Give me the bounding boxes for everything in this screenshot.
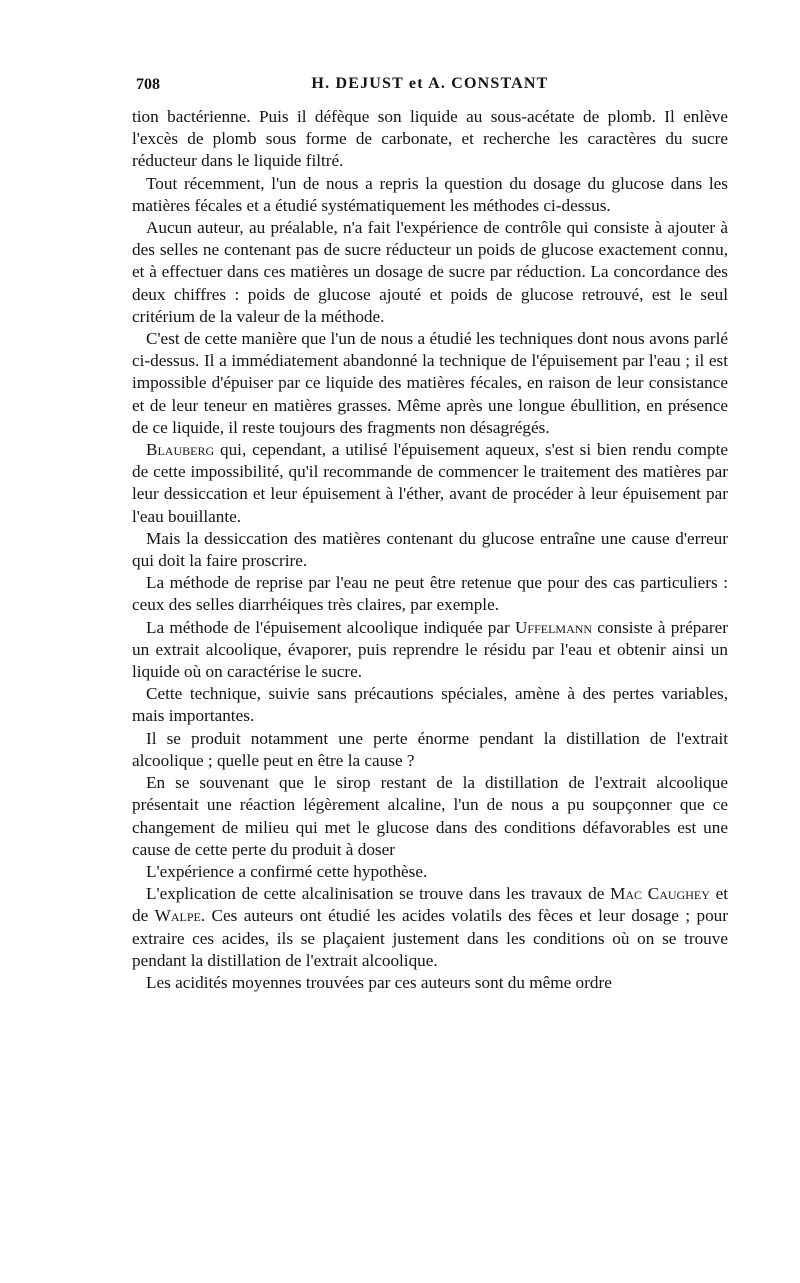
paragraph-text: qui, cependant, a utilisé l'épuisement aqueux, s'est si bien rendu compte de cette impossibilité, qu'il recommande de commencer le traitement des matières par leur dessiccation et leur épuisement à l'éther, avant de procéder à leur épuisement par l'eau bouillante. (132, 440, 728, 526)
page-number: 708 (136, 76, 160, 93)
author-name: Walpe (154, 906, 201, 926)
paragraph: En se souvenant que le sirop restant de la distillation de l'extrait alcoolique présentait une réaction légèrement alcaline, l'un de nous a pu soupçonner que ce changement de milieu qui met le glucose dans des conditions défavorables est une cause de cette perte du produit à doser (132, 773, 728, 859)
paragraph-text: . Ces auteurs ont étudié les acides volatils des fèces et leur dosage ; pour extraire ces acides, ils se plaçaient justement dans les conditions où on se trouve pendant la distillation de l'extrait alcoolique. (132, 906, 728, 970)
paragraph: Les acidités moyennes trouvées par ces auteurs sont du même ordre (146, 972, 612, 992)
paragraph: La méthode de reprise par l'eau ne peut être retenue que pour des cas particuliers : ceux des selles diarrhéiques très claires, par exemple. (132, 573, 728, 615)
header-title: H. DEJUST et A. CONSTANT (311, 75, 549, 92)
paragraph-text: et de (132, 884, 729, 926)
paragraph (132, 883, 728, 972)
author-name: Mac Caughey (610, 884, 710, 904)
page (132, 74, 728, 994)
paragraph-text: consiste à préparer un extrait alcoolique, évaporer, puis reprendre le résidu par l'eau et obtenir ainsi un liquide où on caractérise le sucre. (132, 617, 728, 682)
body-text (132, 106, 728, 994)
paragraph-text: L'explication de cette alcalinisation se trouve dans les travaux de (146, 884, 611, 904)
paragraph-continuation: tion bactérienne. Puis il défèque son liquide au sous-acétate de plomb. Il enlève l'excès de plomb sous forme de carbonate, et recherche les caractères du sucre réducteur dans le liquide filtré. (132, 107, 728, 171)
author-name: Blauberg (146, 440, 215, 460)
paragraph: Il se produit notamment une perte énorme pendant la distillation de l'extrait alcoolique ; quelle peut en être la cause ? (132, 728, 728, 770)
paragraph: C'est de cette manière que l'un de nous a étudié les techniques dont nous avons parlé ci-dessus. Il a immédiatement abandonné la technique de l'épuisement par l'eau ; il est impossible d'épuiser par ce liquide des matières fécales, en raison de leur consistance et de leur teneur en matières grasses. Même après une longue ébullition, en présence de ce liquide, il reste toujours des fragments non désagrégés. (132, 329, 728, 437)
paragraph (132, 617, 728, 684)
paragraph: Mais la dessiccation des matières contenant du glucose entraîne une cause d'erreur qui doit la faire proscrire. (132, 528, 728, 571)
paragraph: L'expérience a confirmé cette hypothèse. (146, 861, 428, 881)
paragraph (132, 439, 728, 528)
running-head (132, 74, 728, 98)
paragraph: Tout récemment, l'un de nous a repris la question du dosage du glucose dans les matières fécales et a étudié systématiquement les méthodes ci-dessus. (132, 173, 728, 215)
paragraph: Aucun auteur, au préalable, n'a fait l'expérience de contrôle qui consiste à ajouter à des selles ne contenant pas de sucre réducteur un poids de glucose exactement connu, et à effectuer dans ces matières un dosage de sucre par réduction. La concordance des deux chiffres : poids de glucose ajouté et poids de glucose retrouvé, est le seul critérium de la valeur de la méthode. (132, 218, 728, 326)
paragraph-text: La méthode de l'épuisement alcoolique indiquée par (146, 617, 515, 637)
paragraph: Cette technique, suivie sans précautions spéciales, amène à des pertes variables, mais importantes. (132, 684, 728, 726)
author-name: Uffelmann (514, 617, 593, 637)
